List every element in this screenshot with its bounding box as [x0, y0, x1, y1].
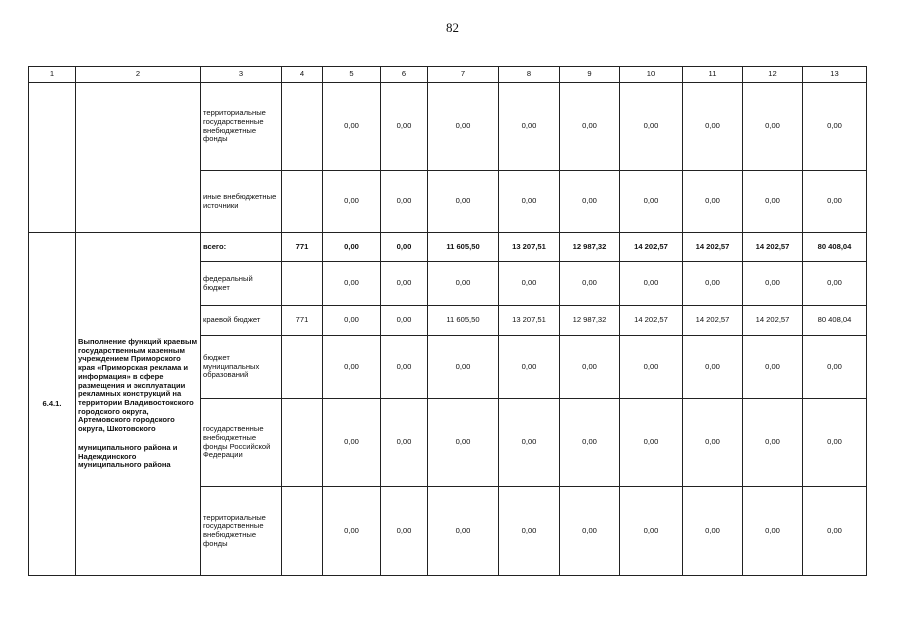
value-cell: 13 207,51: [499, 233, 560, 262]
source-cell: территориальные государственные внебюджетные фонды: [201, 487, 282, 576]
value-cell: 0,00: [743, 171, 803, 233]
value-cell: 0,00: [323, 336, 381, 399]
value-cell: 0,00: [743, 262, 803, 306]
header-cell: 10: [620, 67, 683, 83]
value-cell: 0,00: [803, 171, 867, 233]
value-cell: 0,00: [428, 171, 499, 233]
header-cell: 2: [76, 67, 201, 83]
value-cell: 0,00: [560, 83, 620, 171]
value-cell: 14 202,57: [620, 233, 683, 262]
value-cell: 0,00: [323, 306, 381, 336]
description-cell-empty: [76, 83, 201, 233]
header-cell: 3: [201, 67, 282, 83]
value-cell: 0,00: [620, 171, 683, 233]
value-cell: 0,00: [620, 399, 683, 487]
item-code: 6.4.1.: [29, 233, 76, 576]
value-cell: 14 202,57: [683, 233, 743, 262]
table-row-total: [29, 233, 867, 262]
value-cell: 0,00: [803, 487, 867, 576]
header-cell: 6: [381, 67, 428, 83]
table-row: [29, 83, 867, 171]
header-cell: 11: [683, 67, 743, 83]
value-cell: 11 605,50: [428, 306, 499, 336]
header-cell: 12: [743, 67, 803, 83]
source-cell: территориальные государственные внебюджетные фонды: [201, 83, 282, 171]
value-cell: 0,00: [323, 83, 381, 171]
header-cell: 1: [29, 67, 76, 83]
source-cell: федеральный бюджет: [201, 262, 282, 306]
value-cell: 0,00: [381, 171, 428, 233]
value-cell: 0,00: [683, 171, 743, 233]
value-cell: 12 987,32: [560, 306, 620, 336]
value-cell: 0,00: [683, 399, 743, 487]
value-cell: 0,00: [428, 262, 499, 306]
value-cell: 0,00: [620, 487, 683, 576]
value-cell: 13 207,51: [499, 306, 560, 336]
source-cell: всего:: [201, 233, 282, 262]
value-cell: 0,00: [381, 83, 428, 171]
value-cell: 0,00: [560, 487, 620, 576]
value-cell: 0,00: [620, 262, 683, 306]
value-cell: 0,00: [743, 399, 803, 487]
value-cell: 11 605,50: [428, 233, 499, 262]
item-description-text-continued: муниципального района и Надеждинского муниципального района: [78, 442, 178, 470]
value-cell: 12 987,32: [560, 233, 620, 262]
value-cell: 0,00: [323, 171, 381, 233]
value-cell: 0,00: [381, 233, 428, 262]
value-cell: 0,00: [743, 83, 803, 171]
value-cell: 0,00: [683, 262, 743, 306]
value-cell: 14 202,57: [620, 306, 683, 336]
kbk-cell: 771: [282, 233, 323, 262]
header-cell: 9: [560, 67, 620, 83]
value-cell: 0,00: [683, 336, 743, 399]
header-cell: 7: [428, 67, 499, 83]
column-number-row: [29, 67, 867, 83]
value-cell: 0,00: [803, 336, 867, 399]
value-cell: 80 408,04: [803, 306, 867, 336]
value-cell: 0,00: [743, 336, 803, 399]
value-cell: 0,00: [560, 399, 620, 487]
value-cell: 0,00: [560, 171, 620, 233]
header-cell: 13: [803, 67, 867, 83]
value-cell: 0,00: [499, 399, 560, 487]
value-cell: 0,00: [381, 306, 428, 336]
value-cell: 0,00: [323, 233, 381, 262]
value-cell: 0,00: [323, 399, 381, 487]
source-cell: краевой бюджет: [201, 306, 282, 336]
kbk-cell: [282, 262, 323, 306]
value-cell: 0,00: [683, 487, 743, 576]
source-cell: бюджет муниципальных образований: [201, 336, 282, 399]
source-cell: государственные внебюджетные фонды Российской Федерации: [201, 399, 282, 487]
value-cell: 0,00: [428, 487, 499, 576]
header-cell: 5: [323, 67, 381, 83]
kbk-cell: [282, 399, 323, 487]
value-cell: 0,00: [560, 336, 620, 399]
code-cell-empty: [29, 83, 76, 233]
value-cell: 0,00: [620, 336, 683, 399]
value-cell: 0,00: [683, 83, 743, 171]
kbk-cell: 771: [282, 306, 323, 336]
value-cell: 80 408,04: [803, 233, 867, 262]
value-cell: 0,00: [499, 336, 560, 399]
value-cell: 0,00: [381, 399, 428, 487]
value-cell: 0,00: [323, 262, 381, 306]
value-cell: 0,00: [803, 262, 867, 306]
value-cell: 0,00: [620, 83, 683, 171]
kbk-cell: [282, 83, 323, 171]
value-cell: 0,00: [381, 487, 428, 576]
budget-table: [28, 66, 867, 576]
value-cell: 0,00: [428, 399, 499, 487]
source-cell: иные внебюджетные источники: [201, 171, 282, 233]
header-cell: 4: [282, 67, 323, 83]
value-cell: 0,00: [428, 336, 499, 399]
value-cell: 0,00: [560, 262, 620, 306]
item-description-text: Выполнение функций краевым государственным казенным учреждением Приморского края «Приморская реклама и информация» в сфере размещения и эксплуатации рекламных конструкций на территории Владивостокского городского округа, Артемовского городского округа, Шкотовского: [78, 336, 198, 434]
value-cell: 0,00: [381, 262, 428, 306]
value-cell: 0,00: [499, 487, 560, 576]
value-cell: 0,00: [499, 83, 560, 171]
item-description: [76, 233, 201, 576]
value-cell: 0,00: [428, 83, 499, 171]
kbk-cell: [282, 336, 323, 399]
value-cell: 14 202,57: [743, 306, 803, 336]
kbk-cell: [282, 487, 323, 576]
page-number: 82: [446, 20, 459, 35]
value-cell: 0,00: [381, 336, 428, 399]
header-cell: 8: [499, 67, 560, 83]
value-cell: 14 202,57: [683, 306, 743, 336]
value-cell: 0,00: [323, 487, 381, 576]
value-cell: 0,00: [803, 399, 867, 487]
value-cell: 14 202,57: [743, 233, 803, 262]
value-cell: 0,00: [803, 83, 867, 171]
value-cell: 0,00: [499, 262, 560, 306]
kbk-cell: [282, 171, 323, 233]
value-cell: 0,00: [743, 487, 803, 576]
value-cell: 0,00: [499, 171, 560, 233]
